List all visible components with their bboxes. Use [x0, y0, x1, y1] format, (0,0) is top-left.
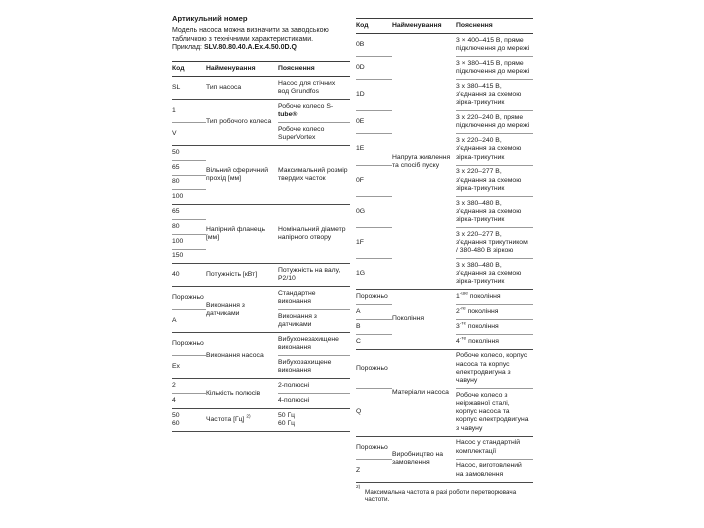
- code-cell: 2: [172, 379, 206, 394]
- table-row: [356, 34, 533, 57]
- column-header: Пояснення: [278, 61, 350, 76]
- intro-paragraph: Модель насоса можна визначити за заводською табличкою з технічними характеристиками.: [172, 27, 329, 43]
- name-cell: Вільний сферичний прохід [мм]: [206, 145, 278, 204]
- explanation-cell: $1^{-ше}$ покоління: [456, 290, 533, 305]
- explanation-cell: Вибухонезахищене виконання: [278, 333, 350, 356]
- explanation-cell: Робоче колесо S-tube®: [278, 99, 350, 122]
- explanation-cell: $2^{-ге}$ покоління: [456, 305, 533, 320]
- table-row: [172, 76, 350, 99]
- table-row: [172, 408, 350, 431]
- example-value: SLV.80.80.40.A.Ex.4.50.0D.Q: [203, 44, 297, 52]
- code-cell: SL: [172, 76, 206, 99]
- table-row: [172, 287, 350, 310]
- name-cell: Тип насоса: [206, 76, 278, 99]
- explanation-cell: Вибухозахищене виконання: [278, 356, 350, 379]
- left-column: [172, 14, 350, 432]
- code-cell: 0D: [356, 57, 392, 80]
- code-cell: 0G: [356, 196, 392, 227]
- explanation-cell: 3 x 220–240 В, з'єднання за схемою зірка-трикутник: [456, 134, 533, 165]
- table-row: [356, 349, 533, 388]
- name-cell: Напруга живлення та спосіб пуску: [392, 34, 456, 290]
- code-cell: Порожньо: [172, 287, 206, 310]
- code-cell: 0F: [356, 165, 392, 196]
- table-row: [356, 290, 533, 305]
- code-cell: Z: [356, 459, 392, 482]
- column-header: Код: [356, 19, 392, 34]
- code-cell: 0E: [356, 111, 392, 134]
- name-cell: Виконання з датчиками: [206, 287, 278, 333]
- table-row: [172, 333, 350, 356]
- code-cell: 4: [172, 394, 206, 409]
- explanation-cell: Номінальний діаметр напірного отвору: [278, 205, 350, 264]
- explanation-cell: Робоче колесо з неіржавної сталі, корпус насоса та корпус електродвигуна з чавуну: [456, 389, 533, 437]
- name-cell: Покоління: [392, 290, 456, 349]
- column-header: Код: [172, 61, 206, 76]
- code-cell: 40: [172, 264, 206, 287]
- explanation-cell: 3 × 380–415 В, пряме підключення до мережі: [456, 57, 533, 80]
- code-cell: 80: [172, 175, 206, 190]
- code-cell: 1F: [356, 228, 392, 259]
- name-cell: Напірний фланець [мм]: [206, 205, 278, 264]
- code-cell: 65: [172, 205, 206, 220]
- code-cell: B: [356, 320, 392, 335]
- name-cell: Виробництво на замовлення: [392, 436, 456, 482]
- explanation-cell: 2-полюсні: [278, 379, 350, 394]
- name-cell: Матеріали насоса: [392, 349, 456, 436]
- header-row: [356, 19, 533, 34]
- table-row: [172, 99, 350, 122]
- explanation-cell: Насос для стічних вод Grundfos: [278, 76, 350, 99]
- table-row: [356, 436, 533, 459]
- code-cell: Порожньо: [356, 349, 392, 388]
- footnote: 2) Максимальна частота в разі роботи перетворювача частоти.: [356, 484, 517, 504]
- explanation-cell: 3 x 220–277 В, з'єднання трикутником / 380-480 В зіркою: [456, 228, 533, 259]
- name-cell: Частота [Гц] $^{2)}$: [206, 408, 278, 431]
- page-title: Артикульний номер: [172, 14, 248, 23]
- explanation-cell: 3 × 400–415 В, пряме підключення до мережі: [456, 34, 533, 57]
- code-cell: 1E: [356, 134, 392, 165]
- code-cell: 65: [172, 160, 206, 175]
- explanation-cell: Робоче колесо SuperVortex: [278, 122, 350, 145]
- code-cell: 1D: [356, 80, 392, 111]
- type-key-table-right: [356, 18, 533, 483]
- explanation-cell: Максимальний розмір твердих часток: [278, 145, 350, 204]
- column-header: Пояснення: [456, 19, 533, 34]
- explanation-cell: 50 Гц 60 Гц: [278, 408, 350, 431]
- code-cell: Ex: [172, 356, 206, 379]
- code-cell: 1G: [356, 259, 392, 290]
- code-cell: 100: [172, 234, 206, 249]
- table-row: [172, 264, 350, 287]
- footnote-text: Максимальна частота в разі роботи перетворювача частоти.: [365, 488, 517, 504]
- explanation-cell: 3 x 380–480 В, з'єднання за схемою зірка-трикутник: [456, 259, 533, 290]
- code-cell: Порожньо: [356, 436, 392, 459]
- code-cell: 100: [172, 190, 206, 205]
- type-key-table-left: [172, 61, 350, 432]
- table-row: [172, 205, 350, 220]
- code-cell: 50 60: [172, 408, 206, 431]
- header-row: [172, 61, 350, 76]
- code-cell: 50: [172, 145, 206, 160]
- explanation-cell: 3 x 220–277 В, з'єднання за схемою зірка-трикутник: [456, 165, 533, 196]
- column-header: Найменування: [392, 19, 456, 34]
- code-cell: Порожньо: [172, 333, 206, 356]
- code-cell: A: [172, 310, 206, 333]
- explanation-cell: 3 x 380–415 В, з'єднання за схемою зірка-трикутник: [456, 80, 533, 111]
- explanation-cell: Потужність на валу, P2/10: [278, 264, 350, 287]
- explanation-cell: 3 x 380–480 В, з'єднання за схемою зірка-трикутник: [456, 196, 533, 227]
- explanation-cell: Робоче колесо, корпус насоса та корпус електродвигуна з чавуну: [456, 349, 533, 388]
- code-cell: Порожньо: [356, 290, 392, 305]
- example-label: Приклад:: [172, 44, 202, 52]
- name-cell: Тип робочого колеса: [206, 99, 278, 145]
- explanation-cell: $4^{-те}$ покоління: [456, 334, 533, 349]
- name-cell: Кількість полюсів: [206, 379, 278, 409]
- explanation-cell: 3 x 220–240 В, пряме підключення до мережі: [456, 111, 533, 134]
- explanation-cell: Стандартне виконання: [278, 287, 350, 310]
- right-column: [356, 14, 533, 504]
- example-line: [172, 44, 350, 53]
- explanation-cell: Насос у стандартній комплектації: [456, 436, 533, 459]
- explanation-cell: $3^{-тє}$ покоління: [456, 320, 533, 335]
- code-cell: 0B: [356, 34, 392, 57]
- column-header: Найменування: [206, 61, 278, 76]
- code-cell: 80: [172, 219, 206, 234]
- code-cell: C: [356, 334, 392, 349]
- explanation-cell: Насос, виготовлений на замовлення: [456, 459, 533, 482]
- code-cell: Q: [356, 389, 392, 437]
- table-row: [172, 145, 350, 160]
- name-cell: Потужність [кВт]: [206, 264, 278, 287]
- code-cell: 1: [172, 99, 206, 122]
- code-cell: A: [356, 305, 392, 320]
- code-cell: 150: [172, 249, 206, 264]
- explanation-cell: 4-полюсні: [278, 394, 350, 409]
- code-cell: V: [172, 122, 206, 145]
- name-cell: Виконання насоса: [206, 333, 278, 379]
- table-row: [172, 379, 350, 394]
- explanation-cell: Виконання з датчиками: [278, 310, 350, 333]
